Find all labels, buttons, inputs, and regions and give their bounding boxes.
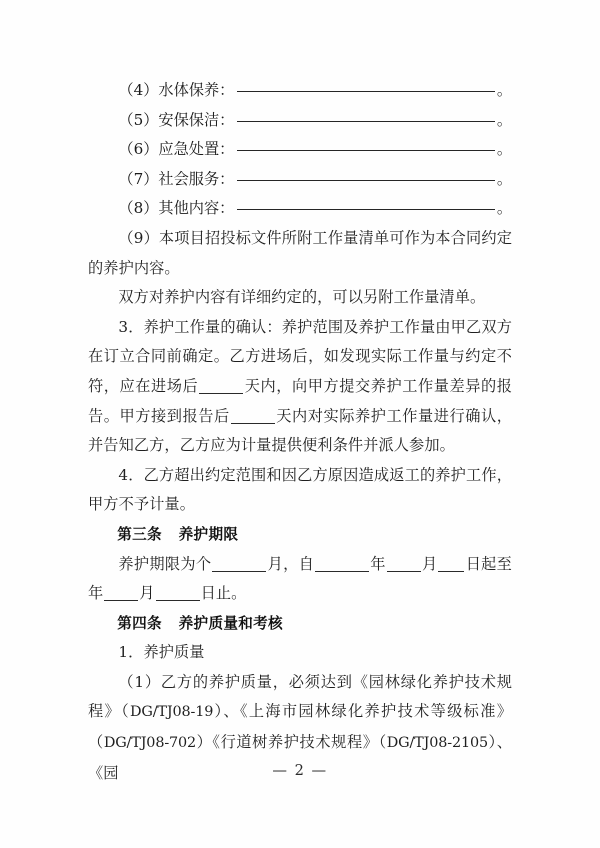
term-text-h: 日止。: [200, 584, 247, 603]
article-3-number: 第三条: [117, 525, 162, 543]
fill-in-terminator-7: 。: [496, 169, 512, 188]
article-4-title: 养护质量和考核: [178, 614, 283, 632]
term-blank-start-month[interactable]: [387, 571, 421, 572]
article-3-title: 养护期限: [178, 525, 239, 543]
term-text-d: 月: [421, 554, 438, 573]
fill-in-rule-8[interactable]: [237, 209, 494, 210]
fill-in-terminator-8: 。: [496, 199, 512, 218]
fill-in-label-6: （6）应急处置：: [118, 140, 235, 159]
article-3-heading: [88, 520, 512, 550]
clause-item-3-part-c: 天内对实际养护工作量进行确认，并告知乙方，乙方应为计量提供便利条件并派人参加。: [88, 406, 512, 455]
fill-in-label-8: （8）其他内容：: [118, 199, 235, 218]
fill-in-row-7[interactable]: [88, 165, 512, 195]
fill-in-rule-7[interactable]: [237, 180, 494, 181]
clause-item-3: [88, 313, 512, 461]
fill-in-row-4[interactable]: [88, 76, 512, 106]
article-3-term-line: [88, 550, 512, 609]
clause-item-9: （9）本项目招投标文件所附工作量清单可作为本合同约定的养护内容。: [88, 228, 512, 277]
clause-item-3-blank-days-1[interactable]: [199, 393, 243, 394]
quality-clause-part-4: ）、《园: [88, 733, 512, 782]
standard-code-2: DG/TJ08-702: [103, 735, 197, 752]
clause-item-4: 4．乙方超出约定范围和因乙方原因造成返工的养护工作，甲方不予计量。: [88, 465, 512, 514]
article-4-heading: [88, 609, 512, 639]
quality-clause-part-3: ）《行道树养护技术规程》（: [196, 733, 387, 752]
page-number: — 2 —: [272, 762, 328, 779]
term-text-g: 月: [139, 584, 155, 603]
term-blank-end-day[interactable]: [156, 600, 200, 601]
fill-in-rule-6[interactable]: [237, 150, 494, 151]
term-text-e: 日起至: [465, 554, 512, 573]
fill-in-rule-4[interactable]: [237, 91, 494, 92]
term-text-a: 养护期限为个: [118, 554, 212, 573]
article-4-number: 第四条: [117, 614, 162, 632]
clause-item-3-part-a: 3．养护工作量的确认：养护范围及养护工作量由甲乙双方在订立合同前确定。乙方进场后，如发现实际工作量与约定不符，应在进场后: [88, 317, 512, 395]
term-blank-months[interactable]: [212, 571, 266, 572]
fill-in-label-7: （7）社会服务：: [118, 169, 235, 188]
term-text-c: 年: [370, 554, 386, 573]
fill-in-terminator-6: 。: [496, 140, 512, 159]
term-blank-start-day[interactable]: [438, 571, 464, 572]
clause-item-3-part-b: 天内，向甲方提交养护工作量差异的报告。甲方接到报告后: [88, 376, 512, 425]
fill-in-label-5: （5）安保保洁：: [118, 110, 235, 129]
term-text-f: 年: [88, 584, 104, 603]
fill-in-row-6[interactable]: [88, 135, 512, 165]
clause-detail-note: 双方对养护内容有详细约定的，可以另附工作量清单。: [118, 288, 486, 307]
term-blank-start-year[interactable]: [315, 571, 369, 572]
quality-clause-part-2: ）、《上海市园林绿化养护技术等级标准》（: [88, 702, 513, 752]
term-text-b: 月，自: [267, 554, 315, 573]
fill-in-rule-5[interactable]: [237, 121, 494, 122]
standard-code-1: DG/TJ08-19: [129, 704, 214, 721]
quality-clause-part-1: （1）乙方的养护质量，必须达到《园林绿化养护技术规程》（: [88, 672, 512, 721]
fill-in-terminator-4: 。: [496, 81, 512, 99]
fill-in-row-5[interactable]: [88, 106, 512, 136]
fill-in-label-4: （4）水体保养：: [118, 81, 235, 99]
fill-in-terminator-5: 。: [496, 110, 512, 129]
clause-item-3-blank-days-2[interactable]: [231, 423, 275, 424]
page-content: [88, 76, 512, 788]
standard-code-3: DG/TJ08-2105: [386, 735, 488, 752]
fill-in-row-8[interactable]: [88, 194, 512, 224]
term-blank-end-month[interactable]: [104, 600, 138, 601]
quality-subitem-1: 1．养护质量: [118, 643, 205, 662]
